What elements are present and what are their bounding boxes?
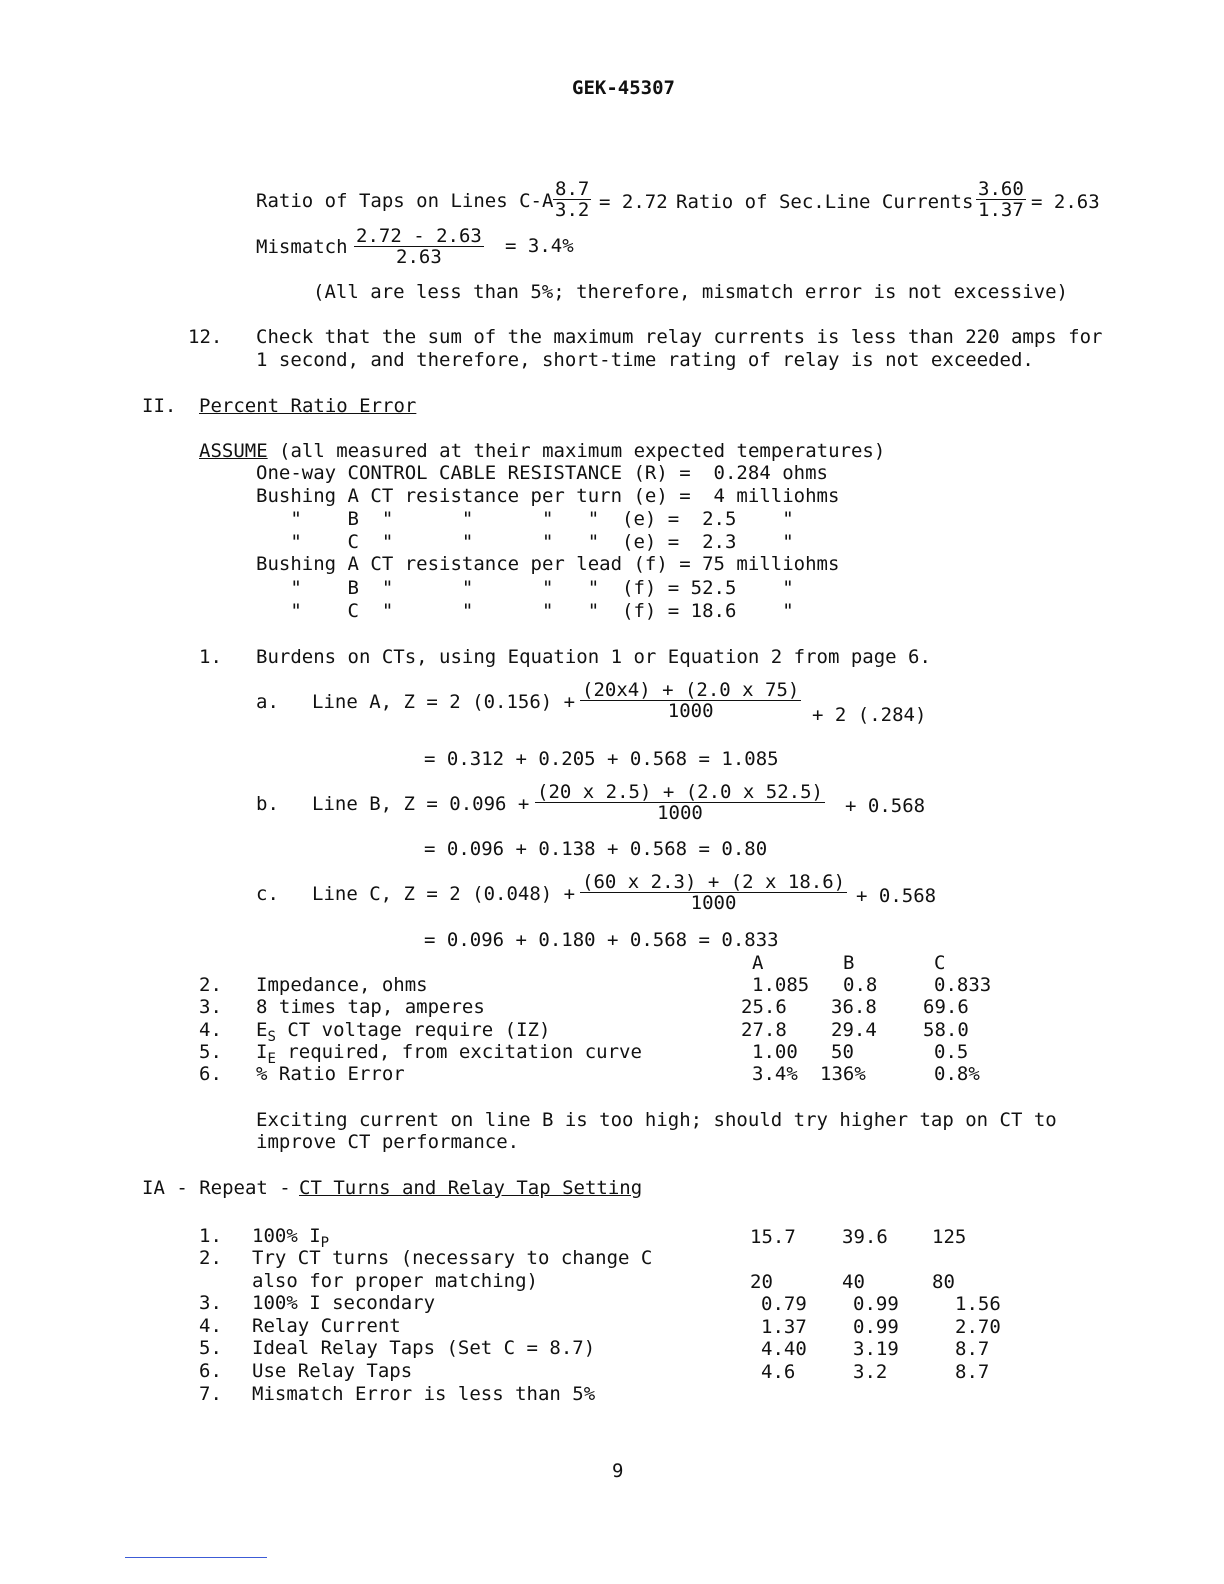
burdens-number: 1.: [199, 646, 222, 668]
cell-c: 58.0: [923, 1019, 969, 1041]
ia-cell-b: 0.99: [853, 1316, 899, 1338]
cell-a: 27.8: [741, 1019, 787, 1041]
assume-text: (all measured at their maximum expected temperatures): [279, 440, 886, 462]
mismatch-note: (All are less than 5%; therefore, mismatch error is not excessive): [313, 281, 1068, 303]
cell-b: 29.4: [831, 1019, 877, 1041]
section-ia-heading: CT Turns and Relay Tap Setting: [299, 1177, 643, 1199]
page-number: 9: [612, 1460, 624, 1482]
row-number: 2.: [199, 974, 222, 996]
row-label-pre: E: [256, 1019, 268, 1041]
assumption-line: " C " " " " (f) = 18.6 ": [256, 600, 794, 622]
sec-current-numerator: 3.60: [978, 178, 1024, 200]
step12-line2: 1 second, and therefore, short-time rating of relay is not exceeded.: [256, 349, 1034, 371]
assumption-line: Bushing A CT resistance per lead (f) = 75 milliohms: [256, 553, 840, 575]
row-label: % Ratio Error: [256, 1063, 405, 1085]
row-number: 5.: [199, 1041, 222, 1063]
burden-c-tail: + 0.568: [856, 885, 937, 907]
cell-a: 1.085: [752, 974, 810, 996]
taps-ratio-numerator: 8.7: [555, 178, 590, 200]
row-label: [256, 1019, 550, 1043]
burden-b-denominator: 1000: [657, 802, 703, 824]
ia-row-label: also for proper matching): [252, 1270, 538, 1292]
mismatch-fraction: [354, 226, 484, 267]
burden-c-fraction: [580, 872, 847, 913]
burden-a-result: = 0.312 + 0.205 + 0.568 = 1.085: [424, 748, 779, 770]
ia-cell-b: 3.2: [853, 1361, 888, 1383]
row-number: 6.: [199, 1063, 222, 1085]
ia-cell-a: 0.79: [761, 1293, 807, 1315]
ia-cell-c: 1.56: [955, 1293, 1001, 1315]
ia-cell-a: 4.40: [761, 1338, 807, 1360]
ia-cell-c: 125: [932, 1226, 967, 1248]
burden-a-fraction: [580, 680, 801, 721]
row-label: Impedance, ohms: [256, 974, 428, 996]
burden-c-lhs: Line C, Z = 2 (0.048) +: [312, 883, 576, 905]
burden-b-fraction: [535, 782, 825, 823]
burden-c-denominator: 1000: [690, 892, 737, 914]
mismatch-label: Mismatch: [256, 236, 348, 258]
row-number: 4.: [199, 1019, 222, 1041]
ia-cell-c: 2.70: [955, 1316, 1001, 1338]
assume-label: ASSUME: [199, 440, 268, 462]
ia-row-label: Try CT turns (necessary to change C: [252, 1247, 653, 1269]
ia-row-label: [252, 1225, 329, 1249]
ia-row-number: 3.: [199, 1292, 222, 1314]
ia-row-label-sub: P: [320, 1235, 330, 1251]
conclusion-line2: improve CT performance.: [256, 1131, 520, 1153]
assumption-line: One-way CONTROL CABLE RESISTANCE (R) = 0.284 ohms: [256, 462, 828, 484]
cell-c: 0.5: [934, 1041, 969, 1063]
ia-cell-b: 0.99: [853, 1293, 899, 1315]
ia-row-label: 100% I secondary: [252, 1292, 436, 1314]
row-number: 3.: [199, 996, 222, 1018]
col-header-b: B: [843, 952, 855, 974]
footer-divider: [125, 1557, 267, 1558]
sec-current-label: Ratio of Sec.Line Currents: [676, 191, 974, 213]
taps-ratio-result: = 2.72: [599, 191, 668, 213]
ia-row-label-pre: 100% I: [252, 1225, 321, 1247]
sec-current-result: = 2.63: [1031, 191, 1100, 213]
step12-line1: Check that the sum of the maximum relay currents is less than 220 amps for: [256, 326, 1103, 348]
burden-b-numerator: (20 x 2.5) + (2.0 x 52.5): [537, 781, 823, 803]
sec-current-denominator: 1.37: [978, 199, 1024, 221]
burden-c-numerator: (60 x 2.3) + (2 x 18.6): [582, 871, 846, 893]
conclusion-line1: Exciting current on line B is too high; should try higher tap on CT to: [256, 1109, 1057, 1131]
col-header-c: C: [934, 952, 946, 974]
ia-cell-a: 4.6: [761, 1361, 796, 1383]
burden-a-denominator: 1000: [667, 700, 714, 722]
cell-b: 136%: [820, 1063, 866, 1085]
burden-c-label: c.: [256, 883, 279, 905]
row-label-pre: I: [256, 1041, 268, 1063]
ia-cell-b: 39.6: [842, 1226, 888, 1248]
ia-row-label: Ideal Relay Taps (Set C = 8.7): [252, 1337, 596, 1359]
cell-c: 0.8%: [934, 1063, 980, 1085]
ia-cell-a: 20: [750, 1271, 773, 1293]
taps-ratio-fraction: [553, 179, 591, 220]
ia-row-number: 2.: [199, 1247, 222, 1269]
cell-b: 36.8: [831, 996, 877, 1018]
ia-cell-c: 80: [932, 1271, 955, 1293]
sec-current-fraction: [976, 179, 1026, 220]
burden-b-result: = 0.096 + 0.138 + 0.568 = 0.80: [424, 838, 768, 860]
taps-ratio-label: Ratio of Taps on Lines C-A: [256, 190, 554, 212]
ia-row-number: 5.: [199, 1337, 222, 1359]
mismatch-result: = 3.4%: [505, 235, 574, 257]
col-header-a: A: [752, 952, 764, 974]
burden-a-lhs: Line A, Z = 2 (0.156) +: [312, 691, 576, 713]
burden-a-numerator: (20x4) + (2.0 x 75): [582, 679, 800, 701]
mismatch-denominator: 2.63: [396, 246, 442, 268]
assumption-line: " B " " " " (e) = 2.5 ": [256, 508, 794, 530]
ia-row-label: Use Relay Taps: [252, 1360, 413, 1382]
taps-ratio-denominator: 3.2: [555, 199, 590, 221]
ia-cell-c: 8.7: [955, 1338, 990, 1360]
burden-a-tail: + 2 (.284): [812, 704, 927, 726]
ia-cell-b: 3.19: [853, 1338, 899, 1360]
ia-row-number: 7.: [199, 1383, 222, 1405]
cell-a: 25.6: [741, 996, 787, 1018]
ia-cell-c: 8.7: [955, 1361, 990, 1383]
ia-row-label: Mismatch Error is less than 5%: [252, 1383, 596, 1405]
ia-cell-a: 15.7: [750, 1226, 796, 1248]
ia-cell-a: 1.37: [761, 1316, 807, 1338]
burdens-intro: Burdens on CTs, using Equation 1 or Equation 2 from page 6.: [256, 646, 931, 668]
ia-row-number: 4.: [199, 1315, 222, 1337]
ia-row-number: 6.: [199, 1360, 222, 1382]
doc-id-header: GEK-45307: [572, 77, 675, 99]
cell-a: 3.4%: [752, 1063, 798, 1085]
cell-a: 1.00: [752, 1041, 798, 1063]
mismatch-numerator: 2.72 - 2.63: [356, 225, 482, 247]
row-label-sub: S: [267, 1029, 276, 1045]
row-label: [256, 1041, 642, 1065]
ia-cell-b: 40: [842, 1271, 865, 1293]
assumption-line: Bushing A CT resistance per turn (e) = 4 milliohms: [256, 485, 840, 507]
burden-b-lhs: Line B, Z = 0.096 +: [312, 793, 530, 815]
section-ia-prefix: IA - Repeat -: [142, 1177, 303, 1199]
row-label-sub: E: [267, 1051, 276, 1067]
row-label-post: required, from excitation curve: [275, 1041, 642, 1063]
cell-c: 69.6: [923, 996, 969, 1018]
assumption-line: " B " " " " (f) = 52.5 ": [256, 577, 794, 599]
burden-b-tail: + 0.568: [845, 795, 926, 817]
burden-a-label: a.: [256, 691, 279, 713]
ia-row-label: Relay Current: [252, 1315, 401, 1337]
burden-b-label: b.: [256, 793, 279, 815]
cell-b: 0.8: [843, 974, 878, 996]
row-label-post: CT voltage require (IZ): [275, 1019, 551, 1041]
cell-c: 0.833: [934, 974, 992, 996]
assumption-line: " C " " " " (e) = 2.3 ": [256, 531, 794, 553]
row-label: 8 times tap, amperes: [256, 996, 485, 1018]
burden-c-result: = 0.096 + 0.180 + 0.568 = 0.833: [424, 929, 779, 951]
section2-heading: Percent Ratio Error: [199, 395, 417, 417]
ia-row-number: 1.: [199, 1225, 222, 1247]
cell-b: 50: [831, 1041, 854, 1063]
step12-number: 12.: [188, 326, 223, 348]
section2-numeral: II.: [142, 395, 177, 417]
